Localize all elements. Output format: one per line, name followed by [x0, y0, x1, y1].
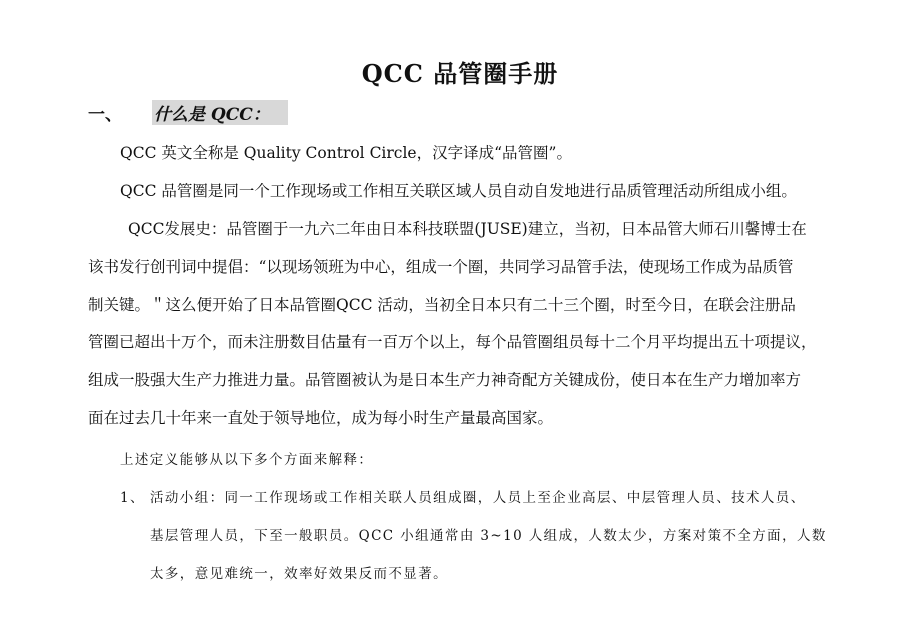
item-number: 1、	[120, 490, 145, 506]
item-line: 活动小组：同一工作现场或工作相关联人员组成圈，人员上至企业高层、中层管理人员、技术人员、	[150, 490, 806, 506]
explain-intro: 上述定义能够从以下多个方面来解释：	[120, 452, 374, 468]
section-number: 一、	[88, 105, 122, 125]
item-line: 太多，意见难统一，效率好效果反而不显著。	[150, 566, 448, 582]
document-title: QCC 品管圈手册	[361, 59, 559, 88]
item-line: 基层管理人员，下至一般职员。QCC 小组通常由 3~10 人组成，人数太少，方案对策不全方面，人数	[150, 528, 827, 544]
paragraph-qcc-fullname: QCC 英文全称是 Quality Control Circle，汉字译成“品管圈”。	[120, 144, 572, 162]
history-line: 管圈已超出十万个，而未注册数目估量有一百万个以上，每个品管圈组员每十二个月平均提出五十项提议，	[88, 333, 817, 351]
section-label: 什么是 QCC：	[152, 100, 288, 125]
history-line: QCC发展史：品管圈于一九六二年由日本科技联盟(JUSE)建立，当初，日本品管大师石川馨博士在	[128, 220, 807, 238]
paragraph-qcc-definition: QCC 品管圈是同一个工作现场或工作相互关联区域人员自动自发地进行品质管理活动所组成小组。	[120, 182, 797, 200]
history-line: 组成一股强大生产力推进力量。品管圈被认为是日本生产力神奇配方关键成份，使日本在生产力增加率方	[88, 371, 802, 389]
history-line: 制关键。＂这么便开始了日本品管圈QCC 活动，当初全日本只有二十三个圈，时至今日，在联会注册品	[88, 296, 796, 314]
history-line: 面在过去几十年来一直处于领导地位，成为每小时生产量最高国家。	[88, 409, 554, 427]
history-line: 该书发行创刊词中提倡：“以现场领班为中心，组成一个圈，共同学习品管手法，使现场工作成为品质管	[88, 258, 794, 276]
